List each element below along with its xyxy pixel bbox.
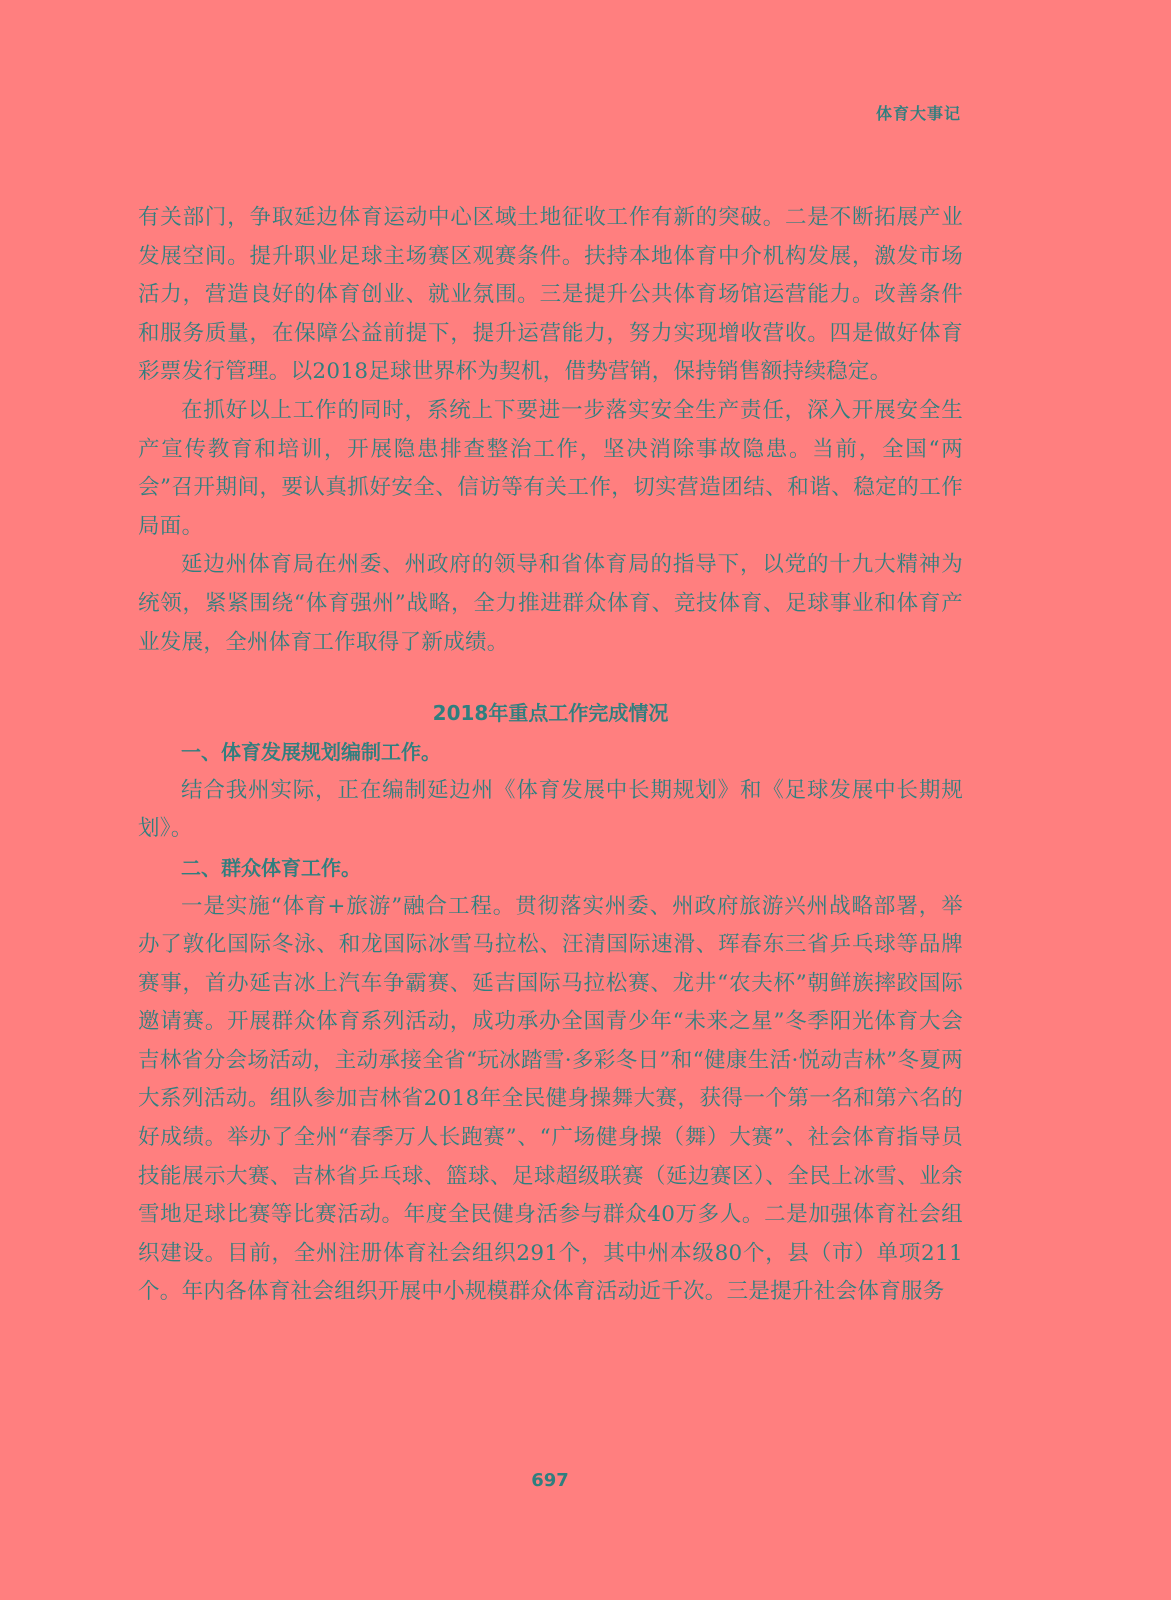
running-header: 体育大事记: [875, 104, 961, 123]
subheading-planning: 一、体育发展规划编制工作。: [181, 740, 441, 765]
paragraph-2: 在抓好以上工作的同时，系统上下要进一步落实安全生产责任，深入开展安全生产宣传教育和培训，开展隐患排查整治工作，坚决消除事故隐患。当前，全国“两会”召开期间，要认真抓好安全、信访等有关工作，切实营造团结、和谐、稳定的工作局面。: [138, 397, 963, 539]
paragraph-mass-sports: 一是实施“体育+旅游”融合工程。贯彻落实州委、州政府旅游兴州战略部署，举办了敦化国际冬泳、和龙国际冰雪马拉松、汪清国际速滑、珲春东三省乒乓球等品牌赛事，首办延吉冰上汽车争霸赛、延吉国际马拉松赛、龙井“农夫杯”朝鲜族摔跤国际邀请赛。开展群众体育系列活动，成功承办全国青少年“未来之星”冬季阳光体育大会吉林省分会场活动，主动承接全省“玩冰踏雪·多彩冬日”和“健康生活·悦动吉林”冬夏两大系列活动。组队参加吉林省2018年全民健身操舞大赛，获得一个第一名和第六名的好成绩。举办了全州“春季万人长跑赛”、“广场健身操（舞）大赛”、社会体育指导员技能展示大赛、吉林省乒乓球、篮球、足球超级联赛（延边赛区）、全民上冰雪、业余雪地足球比赛等比赛活动。年度全民健身活参与群众40万多人。二是加强体育社会组织建设。目前，全州注册体育社会组织291个，其中州本级80个，县（市）单项211个。年内各体育社会组织开展中小规模群众体育活动近千次。三是提升社会体育服务: [138, 893, 964, 1305]
section-title: 2018年重点工作完成情况: [432, 701, 669, 726]
page-body: [138, 199, 963, 1312]
paragraph-3: 延边州体育局在州委、州政府的领导和省体育局的指导下，以党的十九大精神为统领，紧紧围绕“体育强州”战略，全力推进群众体育、竞技体育、足球事业和体育产业发展，全州体育工作取得了新成绩。: [138, 552, 963, 655]
paragraph-planning: 结合我州实际，正在编制延边州《体育发展中长期规划》和《足球发展中长期规划》。: [138, 777, 963, 842]
page-number: 697: [531, 1470, 569, 1491]
paragraph-1: 有关部门，争取延边体育运动中心区域土地征收工作有新的突破。二是不断拓展产业发展空间。提升职业足球主场赛区观赛条件。扶持本地体育中介机构发展，激发市场活力，营造良好的体育创业、就业氛围。三是提升公共体育场馆运营能力。改善条件和服务质量，在保障公益前提下，提升运营能力，努力实现增收营收。四是做好体育彩票发行管理。以2018足球世界杯为契机，借势营销，保持销售额持续稳定。: [138, 205, 963, 385]
subheading-mass-sports: 二、群众体育工作。: [181, 855, 361, 880]
